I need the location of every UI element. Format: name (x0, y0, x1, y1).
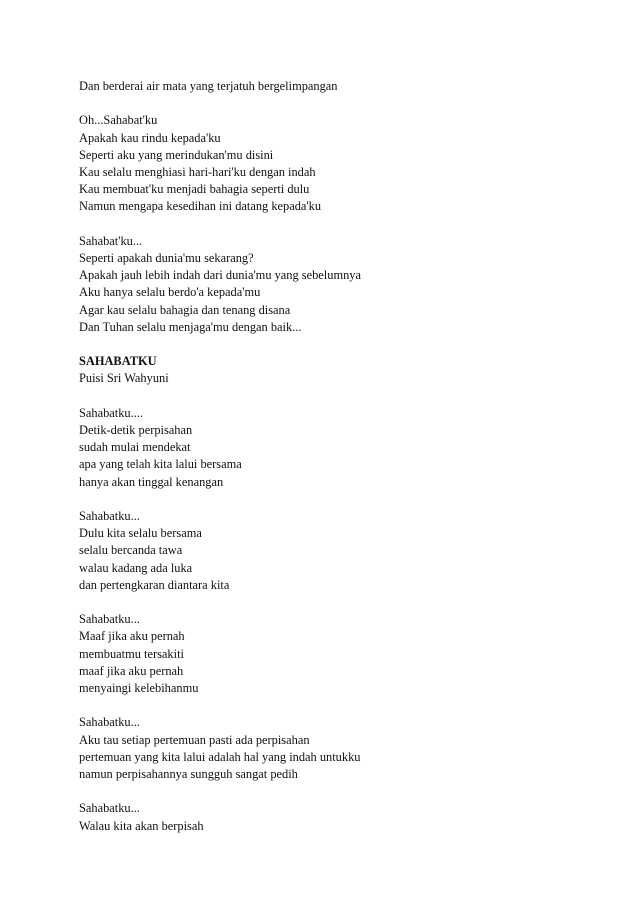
text-line: Sahabatku.... (79, 405, 144, 420)
text-line: Dan berderai air mata yang terjatuh bergelimpangan (79, 79, 338, 93)
stanza (79, 233, 599, 336)
text-line: namun perpisahannya sungguh sangat pedih (79, 767, 298, 782)
text-line: Agar kau selalu bahagia dan tenang disana (79, 302, 291, 317)
text-line: menyaingi kelebihanmu (79, 681, 199, 696)
text-line: Detik-detik perpisahan (79, 423, 193, 437)
stanza (79, 112, 599, 215)
stanza (79, 611, 599, 697)
stanza (79, 714, 599, 783)
text-line: dan pertengkaran diantara kita (79, 577, 230, 592)
text-line: Dan Tuhan selalu menjaga'mu dengan baik... (79, 319, 302, 334)
text-line: Seperti aku yang merindukan'mu disini (79, 147, 274, 162)
text-line: membuatmu tersakiti (79, 646, 184, 661)
text-line: Seperti apakah dunia'mu sekarang? (79, 251, 254, 265)
text-line: Kau membuat'ku menjadi bahagia seperti dulu (79, 182, 310, 197)
text-line: Sahabatku... (79, 801, 140, 816)
text-line: Namun mengapa kesedihan ini datang kepada'ku (79, 199, 322, 214)
text-line: Maaf jika aku pernah (79, 629, 185, 644)
text-line: selalu bercanda tawa (79, 543, 183, 558)
poem-title: SAHABATKU (79, 354, 157, 369)
text-line: Sahabatku... (79, 715, 140, 730)
text-line: maaf jika aku pernah (79, 663, 184, 678)
text-line: Sahabatku... (79, 612, 140, 627)
text-line: Aku tau setiap pertemuan pasti ada perpisahan (79, 732, 310, 747)
text-line: Dulu kita selalu bersama (79, 526, 202, 541)
text-line: Aku hanya selalu berdo'a kepada'mu (79, 285, 261, 300)
text-line: Sahabatku... (79, 509, 140, 523)
stanza (79, 405, 599, 491)
text-line: walau kadang ada luka (79, 560, 193, 575)
text-line: pertemuan yang kita lalui adalah hal yang indah untukku (79, 749, 361, 764)
text-line: Walau kita akan berpisah (79, 818, 204, 833)
text-line: hanya akan tinggal kenangan (79, 474, 224, 489)
text-line: apa yang telah kita lalui bersama (79, 457, 242, 472)
text-line: Puisi Sri Wahyuni (79, 371, 169, 386)
text-line: Kau selalu menghiasi hari-hari'ku dengan indah (79, 165, 316, 179)
text-line: Apakah kau rindu kepada'ku (79, 130, 221, 145)
text-line: Oh...Sahabat'ku (79, 113, 158, 128)
stanza (79, 78, 599, 95)
text-line: Apakah jauh lebih indah dari dunia'mu yang sebelumnya (79, 268, 361, 283)
text-line: sudah mulai mendekat (79, 440, 191, 455)
stanza (79, 800, 599, 834)
stanza (79, 508, 599, 594)
poem-text-body (79, 78, 599, 852)
stanza (79, 353, 599, 387)
text-line: Sahabat'ku... (79, 233, 143, 248)
